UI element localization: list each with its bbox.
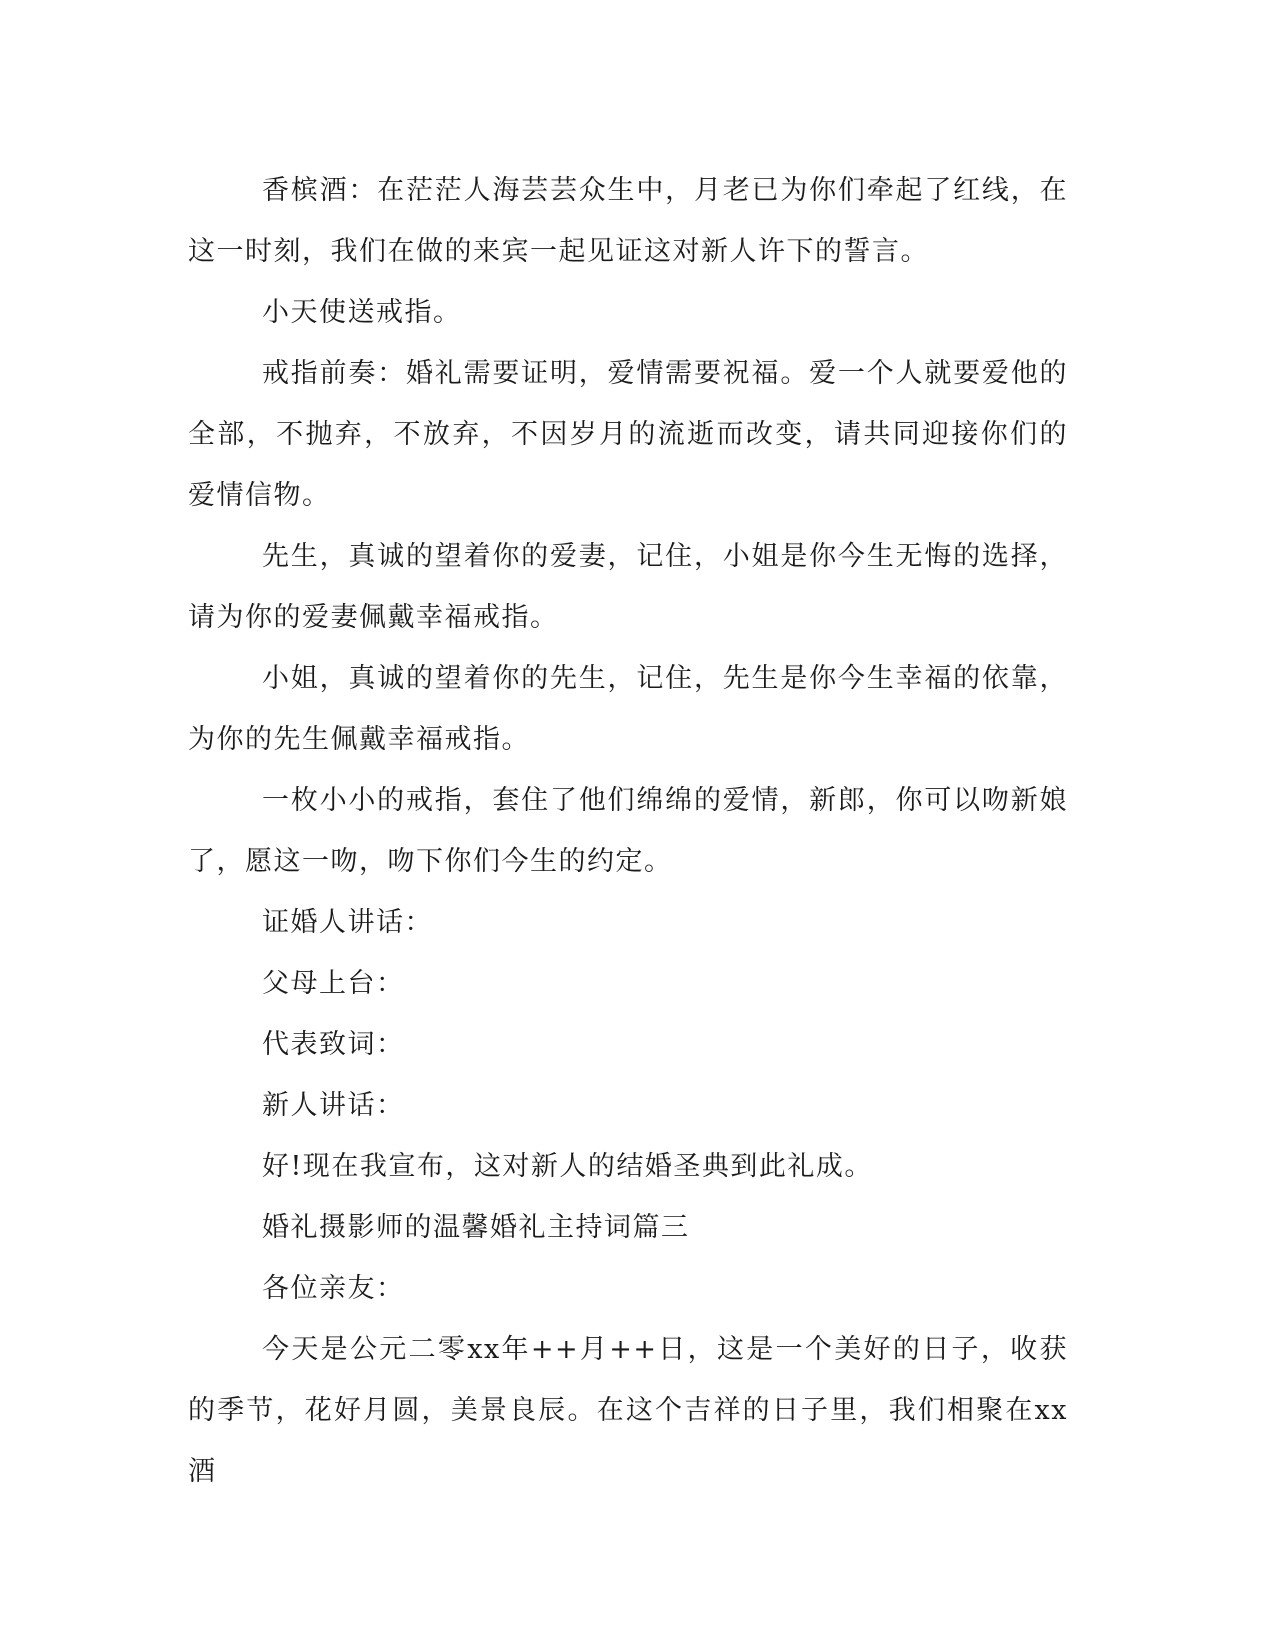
paragraph-ring-prelude: 戒指前奏：婚礼需要证明，爱情需要祝福。爱一个人就要爱他的全部，不抛弃，不放弃，不因岁月的流逝而改变，请共同迎接你们的爱情信物。 [188,358,1068,511]
paragraph-representative: 代表致词： [262,1029,405,1060]
paragraph-groom-vow: 先生，真诚的望着你的爱妻，记住，小姐是你今生无悔的选择，请为你的爱妻佩戴幸福戒指。 [188,541,1068,633]
paragraph-parents: 父母上台： [262,968,405,999]
paragraph-opening: 今天是公元二零xx年++月++日，这是一个美好的日子，收获的季节，花好月圆，美景良辰。在这个吉祥的日子里，我们相聚在xx酒 [188,1334,1068,1487]
section-heading: 婚礼摄影师的温馨婚礼主持词篇三 [262,1212,690,1243]
paragraph-greeting: 各位亲友： [262,1273,405,1304]
paragraph-kiss: 一枚小小的戒指，套住了他们绵绵的爱情，新郎，你可以吻新娘了，愿这一吻，吻下你们今生的约定。 [188,785,1068,877]
paragraph-ceremony-complete: 好!现在我宣布，这对新人的结婚圣典到此礼成。 [262,1151,873,1182]
paragraph-angel-ring: 小天使送戒指。 [262,297,462,328]
document-body [188,160,1068,1502]
paragraph-couple-speech: 新人讲话： [262,1090,405,1121]
paragraph-witness-speech: 证婚人讲话： [262,907,433,938]
paragraph-bride-vow: 小姐，真诚的望着你的先生，记住，先生是你今生幸福的依靠，为你的先生佩戴幸福戒指。 [188,663,1068,755]
paragraph-champagne: 香槟酒：在茫茫人海芸芸众生中，月老已为你们牵起了红线，在这一时刻，我们在做的来宾一起见证这对新人许下的誓言。 [188,175,1068,267]
